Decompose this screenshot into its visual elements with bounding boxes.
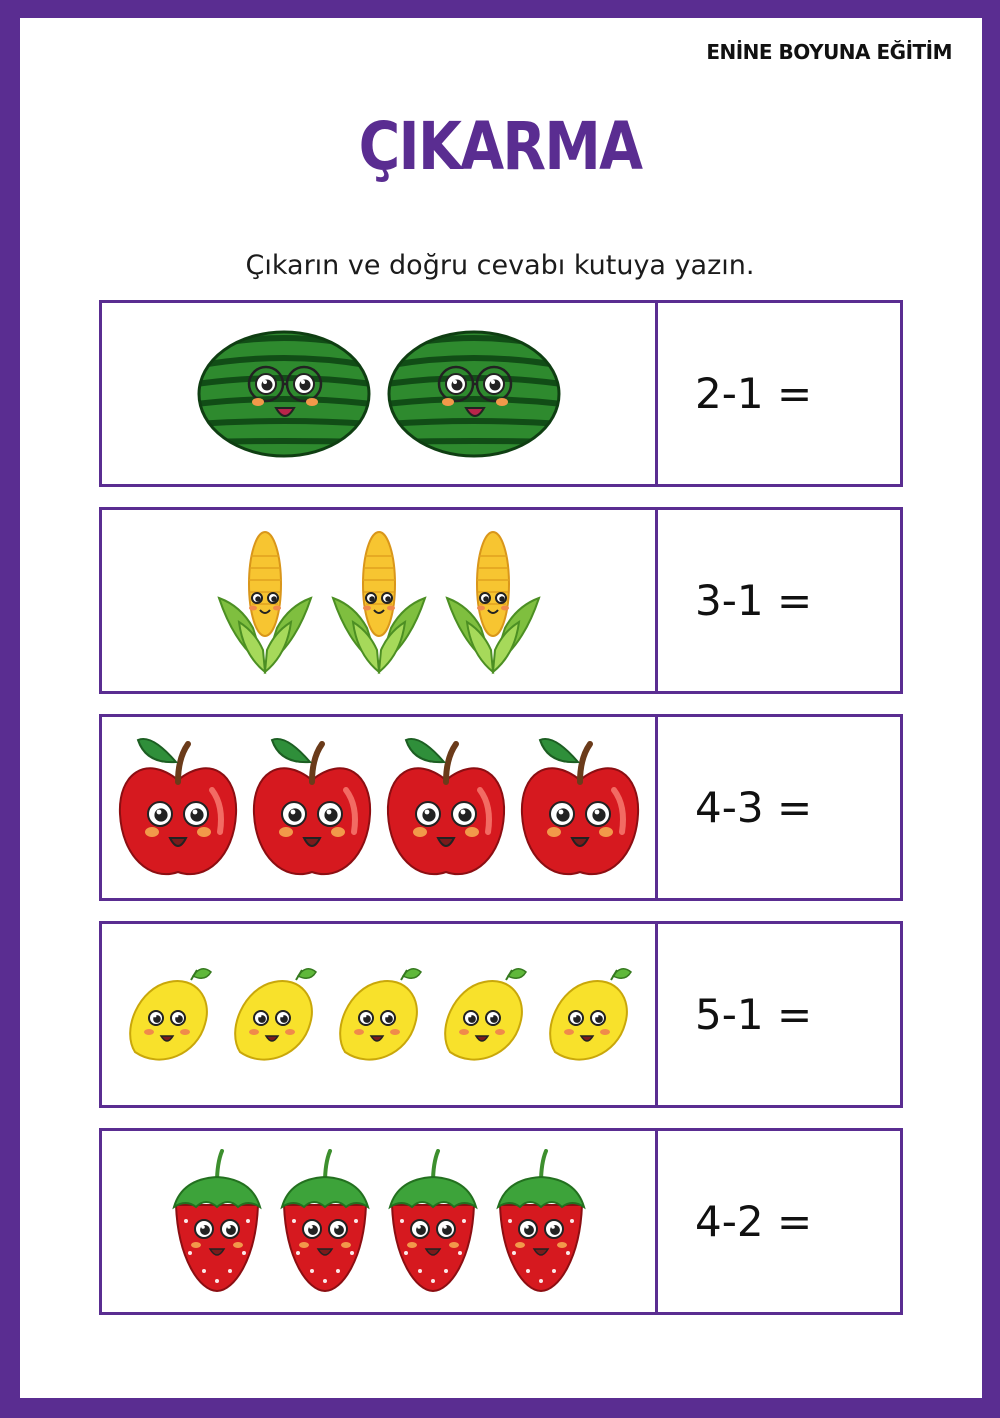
exercise-row-5	[99, 1128, 903, 1315]
corn-icon	[443, 526, 543, 676]
lemon-icon	[121, 960, 217, 1070]
equation-text: 5-1 =	[695, 990, 813, 1039]
page-title: ÇIKARMA	[358, 108, 642, 185]
fruit-picture-area	[102, 1131, 658, 1312]
exercise-row-4	[99, 921, 903, 1108]
strawberry-icon	[278, 1149, 372, 1295]
apple-icon	[518, 732, 642, 884]
exercise-row-1	[99, 300, 903, 487]
corn-icon	[329, 526, 429, 676]
equation-box[interactable]	[658, 303, 900, 484]
exercise-row-2	[99, 507, 903, 694]
strawberry-icon	[170, 1149, 264, 1295]
lemon-icon	[541, 960, 637, 1070]
instruction-text: Çıkarın ve doğru cevabı kutuya yazın.	[245, 250, 755, 281]
fruit-picture-area	[102, 924, 658, 1105]
equation-text: 4-3 =	[695, 783, 813, 832]
lemon-icon	[436, 960, 532, 1070]
equation-text: 3-1 =	[695, 576, 813, 625]
fruit-picture-area	[102, 510, 658, 691]
watermelon-icon	[386, 328, 562, 460]
apple-icon	[384, 732, 508, 884]
equation-box[interactable]	[658, 510, 900, 691]
corn-icon	[215, 526, 315, 676]
equation-text: 4-2 =	[695, 1197, 813, 1246]
brand-label: ENİNE BOYUNA EĞİTİM	[706, 40, 952, 64]
lemon-icon	[331, 960, 427, 1070]
strawberry-icon	[494, 1149, 588, 1295]
watermelon-icon	[196, 328, 372, 460]
apple-icon	[116, 732, 240, 884]
equation-text: 2-1 =	[695, 369, 813, 418]
equation-box[interactable]	[658, 1131, 900, 1312]
equation-box[interactable]	[658, 717, 900, 898]
fruit-picture-area	[102, 303, 658, 484]
equation-box[interactable]	[658, 924, 900, 1105]
fruit-picture-area	[102, 717, 658, 898]
lemon-icon	[226, 960, 322, 1070]
strawberry-icon	[386, 1149, 480, 1295]
apple-icon	[250, 732, 374, 884]
exercise-row-3	[99, 714, 903, 901]
